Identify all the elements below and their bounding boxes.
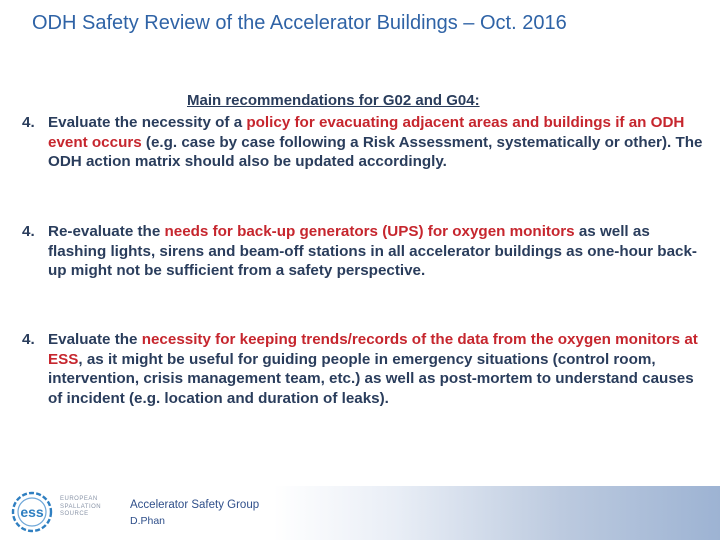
text-part: Evaluate the necessity of a — [48, 114, 247, 131]
logo-wordmark — [60, 496, 101, 519]
logo-line: SPALLATION — [60, 503, 102, 510]
item-number: 4. — [22, 223, 35, 240]
footer-group: Accelerator Safety Group — [130, 499, 260, 511]
highlight-text: necessity for keeping trends/records of the data from the oxygen monitors at ESS — [48, 331, 698, 368]
item-text — [48, 113, 707, 172]
item-number: 4. — [22, 331, 35, 348]
item-number: 4. — [22, 114, 35, 131]
logo-abbrev: ess — [20, 504, 44, 520]
recommendation-item-1 — [22, 113, 707, 172]
highlight-text: needs for back-up generators (UPS) for oxygen monitors — [164, 223, 575, 240]
slide-title: ODH Safety Review of the Accelerator Buildings – Oct. 2016 — [32, 12, 567, 34]
subheading: Main recommendations for G02 and G04: — [187, 92, 480, 109]
text-part: Re-evaluate the — [48, 223, 165, 240]
footer-band — [0, 486, 720, 540]
text-part: (e.g. case by case following a Risk Assessment, systematically or other). The ODH action matrix should also be updated accordingly. — [48, 133, 703, 170]
recommendation-item-3 — [22, 330, 707, 408]
text-part: as well as flashing lights, sirens and beam-off stations in all accelerator buildings as one-hour back-up might not be sufficient from a safety perspective. — [48, 223, 697, 279]
recommendation-item-2 — [22, 222, 707, 281]
logo-line: EUROPEAN — [60, 496, 98, 502]
text-part: , as it might be useful for guiding people in emergency situations (control room, intervention, crisis management team, etc.) as well as post-mortem to understand causes of incident (e.g. location and duration of leaks). — [48, 350, 694, 407]
highlight-text: policy for evacuating adjacent areas and buildings if an ODH event occurs — [48, 114, 685, 151]
footer-author: D.Phan — [130, 515, 166, 527]
text-part: Evaluate the — [48, 331, 142, 348]
item-text — [48, 330, 707, 408]
item-text — [48, 222, 707, 281]
logo-line: SOURCE — [60, 511, 89, 517]
